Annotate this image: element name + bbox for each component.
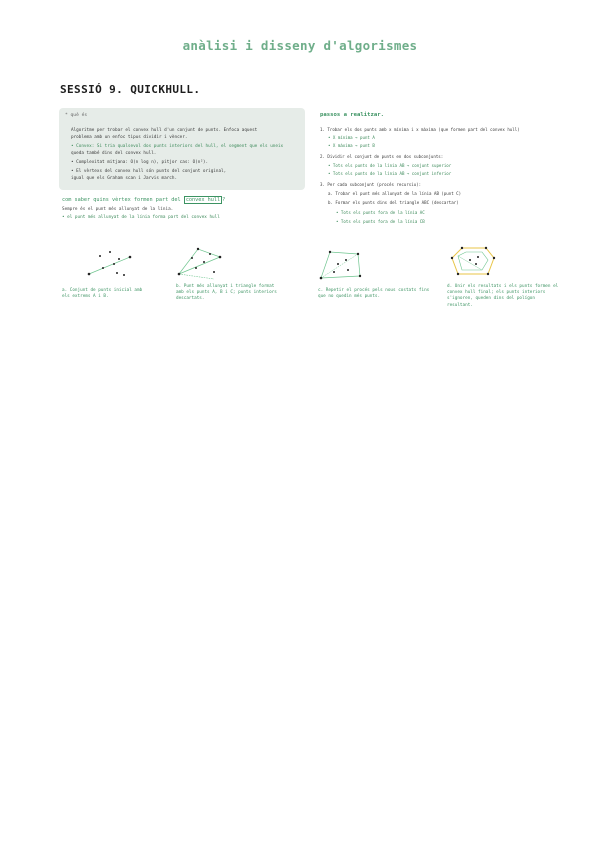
intro-box <box>59 108 305 190</box>
caption-line: c. Repetir el procés pels nous costats fins <box>318 288 430 293</box>
step-item: • Tots els punts fora de la línia CB <box>336 219 425 224</box>
caption-line: amb els punts A, B i C; punts interiors descartats. <box>176 290 277 302</box>
step-item: 2. Dividir el conjunt de punts en dos subconjunts: <box>320 154 444 159</box>
page-title: SESSIÓ 9. QUICKHULL. <box>60 83 201 96</box>
intro-label: * què és <box>65 113 88 118</box>
step-item: b. Formar els punts dins del triangle ABC (descartar) <box>328 200 459 205</box>
caption-line: b. Punt més allunyat i triangle format <box>176 284 275 289</box>
caption-line: s'ignoren, queden dins del polígon <box>447 296 535 302</box>
intro-line: • Complexitat mitjana: O(n log n), pitjor cas: O(n²). <box>71 160 209 165</box>
subheading-highlight: convex hull <box>185 197 221 203</box>
course-header: anàlisi i disseny d'algorismes <box>182 38 418 53</box>
subheading-text: com saber quins vèrtex formen part del <box>62 197 184 203</box>
intro-line: igual que els Graham scan i Jarvis march. <box>71 176 178 181</box>
figure-a-caption <box>62 288 172 300</box>
figure-c-diagram <box>318 246 366 286</box>
caption-line: a. Conjunt de punts inicial amb <box>62 288 143 293</box>
figure-c-caption <box>318 288 438 300</box>
step-item: • Tots els punts fora de la línia AC <box>336 210 425 215</box>
step-item: • Tots els punts de la línia AB → conjunt superior <box>328 163 452 168</box>
caption-line: que no quedin més punts. <box>318 294 381 300</box>
step-item: • X màxima → punt B <box>328 143 375 148</box>
step-item: 1. Trobar els dos punts amb x mínima i x màxima (que formen part del convex hull) <box>320 127 520 132</box>
subheading-after: ? <box>222 197 226 203</box>
sub-line: Sempre és el punt més allunyat de la línia. <box>62 207 174 212</box>
figure-d-diagram <box>448 244 498 280</box>
step-item: 3. Per cada subconjunt (procés recursiu): <box>320 182 422 187</box>
figure-d-caption <box>447 284 567 309</box>
step-item: • Tots els punts de la línia AB → conjunt inferior <box>328 171 452 176</box>
figure-b-diagram <box>176 244 226 284</box>
intro-line: queda també dins del convex hull. <box>71 151 157 156</box>
caption-line: els extrems A i B. <box>62 294 109 300</box>
hull-subheading <box>62 197 225 203</box>
intro-line: • Convex: Si tria qualsevol dos punts interiors del hull, el segment que els uneix <box>71 144 284 149</box>
step-item: • X mínima → punt A <box>328 135 375 140</box>
caption-line: resultant. <box>447 302 473 308</box>
intro-line: Algoritme per trobar el convex hull d'un conjunt de punts. Enfoca aquest <box>71 128 258 133</box>
intro-line: • El vèrtexs del convex hull són punts del conjunt original, <box>71 169 227 174</box>
figure-a-diagram <box>86 244 136 284</box>
steps-title: passos a realitzar. <box>320 112 384 118</box>
step-item: a. Trobar el punt més allunyat de la línia AB (punt C) <box>328 191 462 196</box>
caption-line: d. Unir els resultats i els punts formen el <box>447 284 559 289</box>
figure-b-caption <box>176 284 296 303</box>
caption-line: convex hull final; els punts interiors <box>447 290 546 296</box>
sub-line: • el punt més allunyat de la línia forma part del convex hull <box>62 215 220 220</box>
intro-line: problema amb un enfoc tipus dividir i vèncer. <box>71 135 188 140</box>
